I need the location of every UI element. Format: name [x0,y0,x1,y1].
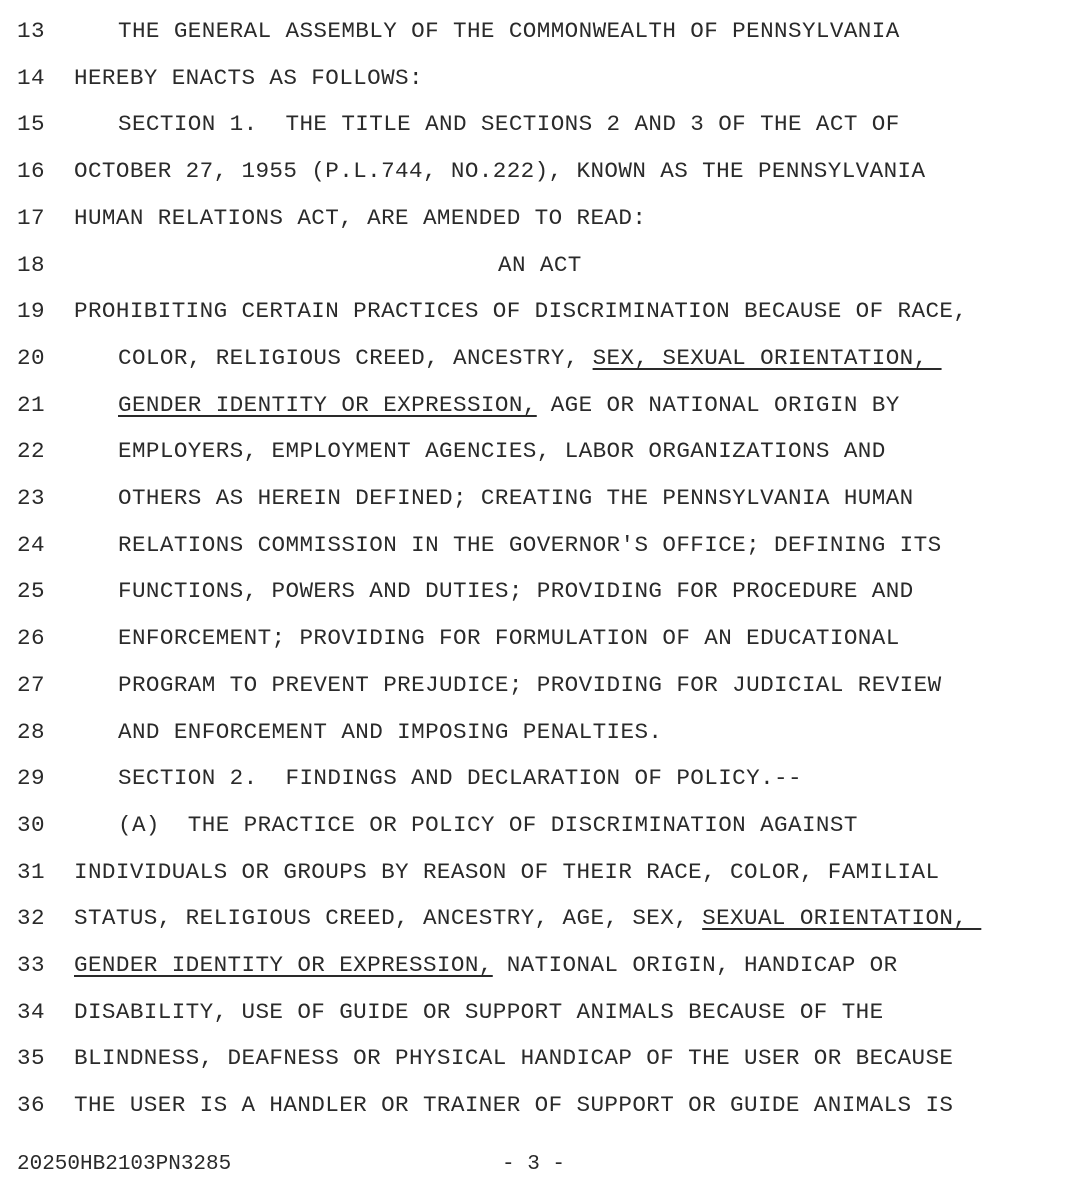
line-number: 13 [17,18,45,44]
text-line [0,810,1066,840]
line-text [74,1043,953,1073]
text-line [0,530,1066,560]
line-number: 25 [17,578,45,605]
page-number: - 3 - [502,1153,566,1176]
line-number: 36 [17,1092,45,1119]
text-line [0,343,1066,373]
line-text [118,717,662,747]
line-text [498,250,582,280]
text-line [0,203,1066,233]
text-line [0,763,1066,793]
text-line [0,576,1066,606]
text-segment: NATIONAL ORIGIN, HANDICAP OR [492,952,898,978]
line-text [118,436,886,466]
line-text [118,390,900,420]
text-segment: AN ACT [498,251,582,278]
line-text [74,950,898,980]
text-segment: PROGRAM TO PREVENT PREJUDICE; PROVIDING FOR JUDICIAL REVIEW [118,671,942,698]
line-number: 24 [17,531,45,558]
line-number: 27 [17,671,45,698]
line-text [118,670,942,700]
line-number: 26 [17,625,45,652]
line-text [118,343,942,373]
text-segment: THE USER IS A HANDLER OR TRAINER OF SUPPORT OR GUIDE ANIMALS IS [74,1092,954,1119]
line-number: 21 [17,391,45,418]
text-segment: FUNCTIONS, POWERS AND DUTIES; PROVIDING FOR PROCEDURE AND [118,578,914,605]
document-id: 20250HB2103PN3285 [17,1153,232,1176]
line-number: 23 [17,485,45,511]
line-number: 20 [17,344,45,371]
text-line [0,1043,1066,1073]
text-line [0,950,1066,980]
text-segment: ENFORCEMENT; PROVIDING FOR FORMULATION OF AN EDUCATIONAL [118,625,900,652]
line-number: 32 [17,905,45,932]
text-segment: EMPLOYERS, EMPLOYMENT AGENCIES, LABOR ORGANIZATIONS AND [118,438,886,465]
text-segment: AND ENFORCEMENT AND IMPOSING PENALTIES. [118,718,663,745]
text-line [0,156,1066,186]
text-segment: (A) THE PRACTICE OR POLICY OF DISCRIMINATION AGAINST [118,811,858,838]
text-line [0,857,1066,887]
text-segment: OTHERS AS HEREIN DEFINED; CREATING THE PENNSYLVANIA HUMAN [118,485,914,511]
line-text [118,623,900,653]
text-segment: AGE OR NATIONAL ORIGIN BY [536,391,900,418]
line-number: 19 [17,298,45,325]
line-text [74,857,939,887]
text-segment: SECTION 2. FINDINGS AND DECLARATION OF POLICY.-- [118,765,802,792]
underlined-insertion: GENDER IDENTITY OR EXPRESSION, [118,391,537,418]
text-segment: STATUS, RELIGIOUS CREED, ANCESTRY, AGE, SEX, [74,905,703,932]
line-number: 33 [17,952,45,978]
text-segment: INDIVIDUALS OR GROUPS BY REASON OF THEIR RACE, COLOR, FAMILIAL [74,858,940,885]
text-line [0,436,1066,466]
text-segment: THE GENERAL ASSEMBLY OF THE COMMONWEALTH OF PENNSYLVANIA [118,18,900,44]
text-line [0,63,1066,93]
text-segment: PROHIBITING CERTAIN PRACTICES OF DISCRIMINATION BECAUSE OF RACE, [74,298,968,325]
line-text [74,997,884,1027]
text-line [0,997,1066,1027]
line-text [118,483,914,513]
underlined-insertion: SEXUAL ORIENTATION, [702,905,982,932]
line-number: 30 [17,811,45,838]
line-text [118,530,942,560]
text-segment: COLOR, RELIGIOUS CREED, ANCESTRY, [118,344,593,371]
line-text [74,903,981,933]
line-text [118,763,802,793]
line-number: 16 [17,158,45,185]
underlined-insertion: SEX, SEXUAL ORIENTATION, [592,344,942,371]
text-line [0,109,1066,139]
text-line [0,717,1066,747]
text-line [0,483,1066,513]
line-number: 29 [17,765,45,792]
text-line [0,1090,1066,1120]
line-number: 34 [17,998,45,1025]
line-text [118,109,900,139]
line-number: 22 [17,438,45,465]
line-text [74,156,925,186]
text-segment: BLINDNESS, DEAFNESS OR PHYSICAL HANDICAP OF THE USER OR BECAUSE [74,1045,954,1072]
text-segment: HEREBY ENACTS AS FOLLOWS: [74,64,423,91]
text-segment: SECTION 1. THE TITLE AND SECTIONS 2 AND 3 OF THE ACT OF [118,111,900,138]
line-text [74,1090,953,1120]
line-number: 14 [17,64,45,91]
line-text [118,576,914,606]
text-segment: OCTOBER 27, 1955 (P.L.744, NO.222), KNOWN AS THE PENNSYLVANIA [74,158,926,185]
line-text [74,203,646,233]
line-text [118,16,900,46]
line-text [74,296,967,326]
text-segment: HUMAN RELATIONS ACT, ARE AMENDED TO READ: [74,204,647,231]
text-line [0,903,1066,933]
text-line [0,390,1066,420]
text-line [0,16,1066,46]
line-number: 35 [17,1045,45,1072]
text-segment: DISABILITY, USE OF GUIDE OR SUPPORT ANIMALS BECAUSE OF THE [74,998,884,1025]
line-number: 18 [17,251,45,278]
text-line [0,296,1066,326]
line-text [118,810,858,840]
line-number: 31 [17,858,45,885]
line-number: 28 [17,718,45,745]
text-line [0,670,1066,700]
line-text [74,63,423,93]
line-number: 15 [17,111,45,138]
text-line [0,250,1066,280]
text-line [0,623,1066,653]
text-segment: RELATIONS COMMISSION IN THE GOVERNOR'S OFFICE; DEFINING ITS [118,531,942,558]
underlined-insertion: GENDER IDENTITY OR EXPRESSION, [74,952,493,978]
line-number: 17 [17,204,45,231]
